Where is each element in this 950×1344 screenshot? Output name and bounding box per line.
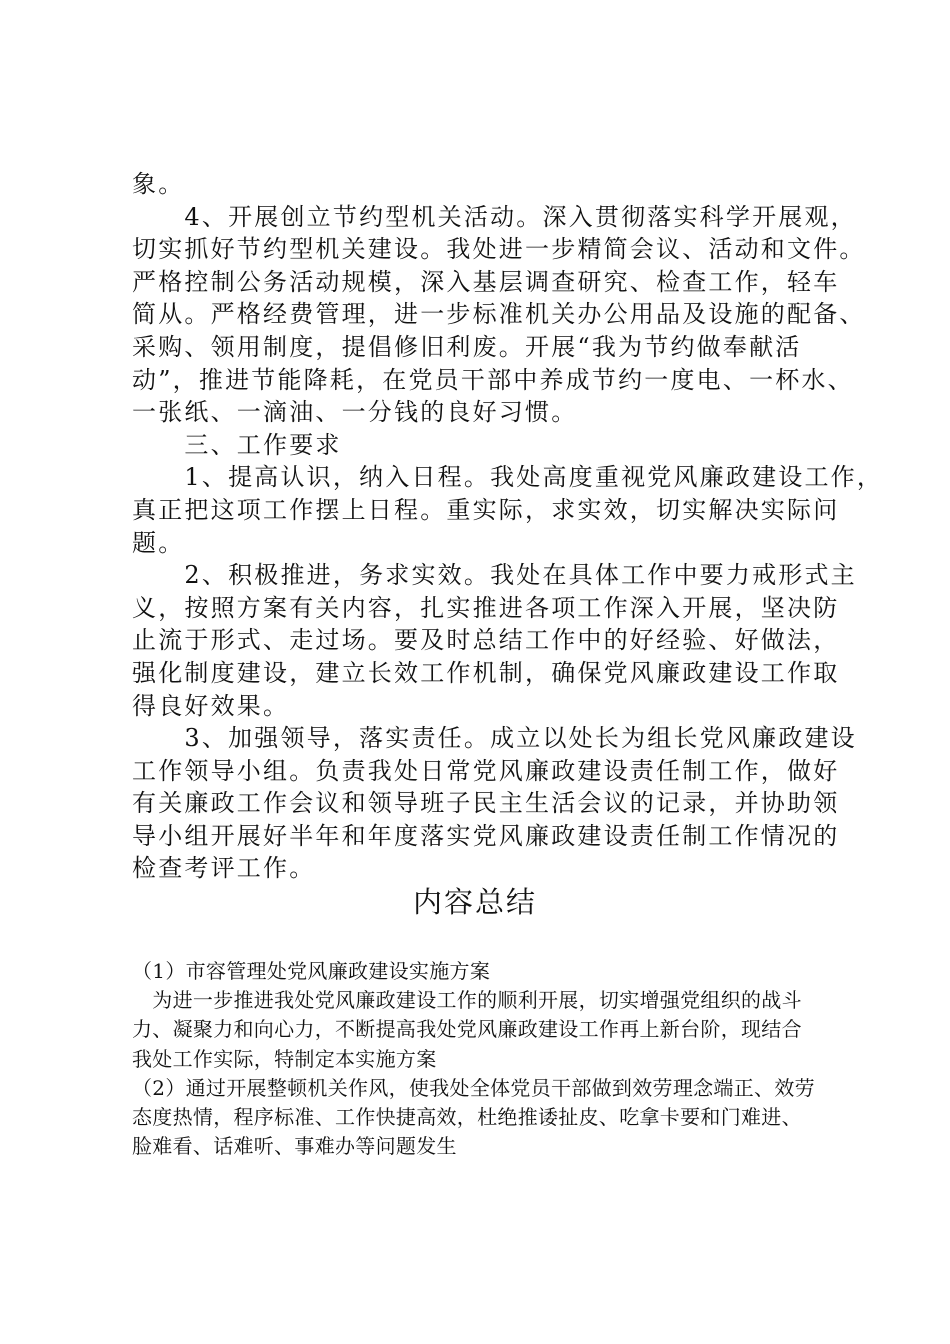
body-line: 真正把这项工作摆上日程。重实际，求实效，切实解决实际问 [132, 495, 840, 524]
body-line: 有关廉政工作会议和领导班子民主生活会议的记录，并协助领 [132, 789, 840, 818]
body-line: 导小组开展好半年和年度落实党风廉政建设责任制工作情况的 [132, 821, 840, 850]
body-line: 题。 [132, 528, 185, 557]
summary-line: （2）通过开展整顿机关作风，使我处全体党员干部做到效劳理念端正、效劳 [132, 1075, 815, 1100]
section-heading: 三、工作要求 [132, 430, 342, 459]
summary-line: （1）市容管理处党风廉政建设实施方案 [132, 959, 491, 983]
summary-title: 内容总结 [412, 885, 537, 919]
summary-line: 脸难看、话难听、事难办等问题发生 [132, 1134, 457, 1159]
body-line: 1、提高认识，纳入日程。我处高度重视党风廉政建设工作， [132, 463, 884, 492]
body-line: 检查考评工作。 [132, 854, 316, 883]
body-line: 止流于形式、走过场。要及时总结工作中的好经验、好做法， [132, 626, 840, 655]
body-line: 动”，推进节能降耗，在党员干部中养成节约一度电、一杯水、 [132, 365, 854, 394]
document-body [132, 168, 884, 885]
body-line: 严格控制公务活动规模，深入基层调查研究、检查工作，轻车 [132, 267, 840, 296]
body-line: 象。 [132, 170, 185, 198]
body-line: 一张纸、一滴油、一分钱的良好习惯。 [132, 398, 578, 427]
body-line: 义，按照方案有关内容，扎实推进各项工作深入开展，坚决防 [132, 593, 840, 622]
summary-body [132, 957, 848, 1161]
body-line: 2、积极推进，务求实效。我处在具体工作中要力戒形式主 [132, 561, 857, 590]
summary-line: 我处工作实际，特制定本实施方案 [132, 1046, 437, 1071]
body-line: 4、开展创立节约型机关活动。深入贯彻落实科学开展观， [132, 202, 857, 231]
body-line: 得良好效果。 [132, 691, 290, 720]
summary-line: 为进一步推进我处党风廉政建设工作的顺利开展，切实增强党组织的战斗 [132, 988, 802, 1013]
body-line: 强化制度建设，建立长效工作机制，确保党风廉政建设工作取 [132, 658, 840, 687]
summary-line: 态度热情，程序标准、工作快捷高效，杜绝推诿扯皮、吃拿卡要和门难进、 [132, 1104, 802, 1129]
body-line: 工作领导小组。负责我处日常党风廉政建设责任制工作，做好 [132, 756, 840, 785]
body-line: 3、加强领导，落实责任。成立以处长为组长党风廉政建设 [132, 724, 857, 753]
body-line: 简从。严格经费管理，进一步标准机关办公用品及设施的配备、 [132, 300, 866, 329]
body-line: 切实抓好节约型机关建设。我处进一步精简会议、活动和文件。 [132, 235, 866, 264]
summary-line: 力、凝聚力和向心力，不断提高我处党风廉政建设工作再上新台阶，现结合 [132, 1017, 802, 1042]
body-line: 采购、领用制度，提倡修旧利废。开展“我为节约做奉献活 [132, 332, 802, 361]
